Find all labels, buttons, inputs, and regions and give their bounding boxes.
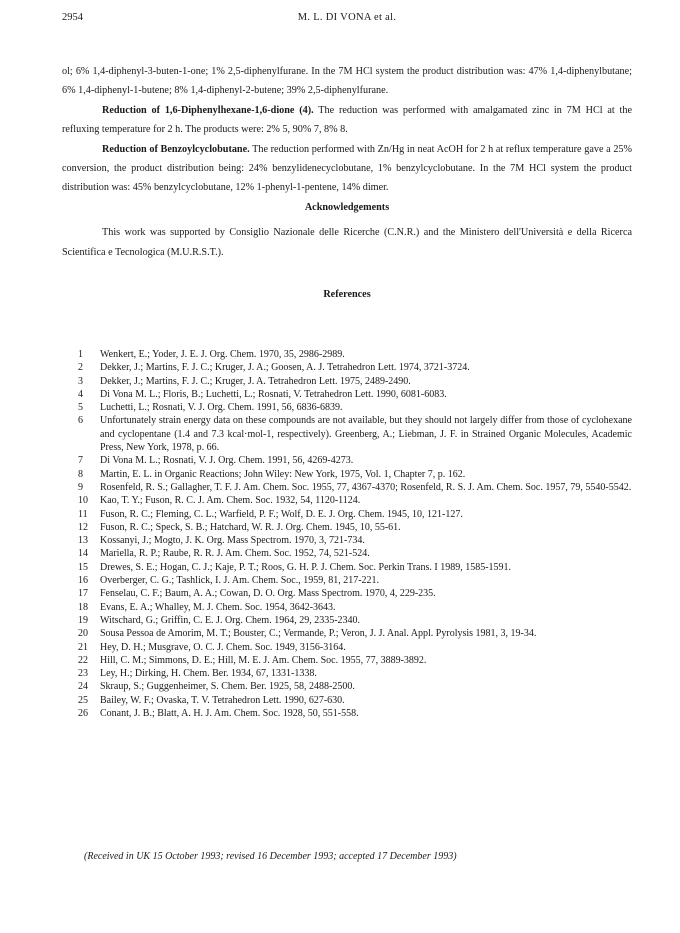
paragraph-continuation: ol; 6% 1,4-diphenyl-3-buten-1-one; 1% 2,5-diphenylfurane. In the 7M HCl system the product distribution was: 47% 1,4-diphenylbutane; 6% 1,4-diphenyl-1-butene; 8% 1,4-diphenyl-2-butene; 39% 2,5-diphenylfurane. — [62, 66, 632, 97]
reference-item — [78, 481, 632, 494]
references-heading: References — [323, 289, 371, 301]
reference-number: 3 — [78, 375, 83, 387]
reference-text: Luchetti, L.; Rosnati, V. J. Org. Chem. 1991, 56, 6836-6839. — [100, 402, 343, 414]
reference-text: Mariella, R. P.; Raube, R. R. J. Am. Chem. Soc. 1952, 74, 521-524. — [100, 548, 370, 560]
reference-text: Bailey, W. F.; Ovaska, T. V. Tetrahedron Lett. 1990, 627-630. — [100, 694, 345, 706]
reference-number: 24 — [78, 681, 88, 693]
reference-text: Dekker, J.; Martins, F. J. C.; Kruger, J. A. Tetrahedron Lett. 1975, 2489-2490. — [100, 375, 411, 387]
reference-number: 11 — [78, 508, 88, 520]
reference-item — [78, 601, 632, 614]
reference-item — [78, 534, 632, 547]
reference-number: 8 — [78, 468, 83, 480]
reference-number: 14 — [78, 548, 88, 560]
reference-item — [78, 574, 632, 587]
reference-text: Drewes, S. E.; Hogan, C. J.; Kaje, P. T.; Roos, G. H. P. J. Chem. Soc. Perkin Trans. I 1989, 1585-1591. — [100, 561, 512, 573]
reference-number: 20 — [78, 628, 88, 640]
reference-item — [78, 494, 632, 507]
reference-number: 6 — [78, 415, 83, 427]
reference-text: Witschard, G.; Griffin, C. E. J. Org. Chem. 1964, 29, 2335-2340. — [100, 614, 361, 626]
reference-number: 19 — [78, 614, 88, 626]
reference-item — [78, 614, 632, 627]
reference-number: 18 — [78, 601, 88, 613]
reference-item — [78, 401, 632, 414]
acknowledgements-heading: Acknowledgements — [304, 201, 390, 213]
reference-number: 15 — [78, 561, 88, 573]
paragraph-title: Reduction of Benzoylcyclobutane. — [102, 143, 250, 155]
reference-number: 16 — [78, 575, 88, 587]
reference-text: Evans, E. A.; Whalley, M. J. Chem. Soc. 1954, 3642-3643. — [100, 601, 336, 613]
reference-number: 4 — [78, 388, 83, 400]
body-text — [62, 62, 632, 304]
page-header — [62, 12, 632, 26]
reference-item — [78, 388, 632, 401]
reference-number: 2 — [78, 362, 83, 374]
reference-text: Hill, C. M.; Simmons, D. E.; Hill, M. E. J. Am. Chem. Soc. 1955, 77, 3889-3892. — [100, 654, 427, 666]
paragraph-text: The reduction was performed with amalgamated zinc in 7M HCl at the refluxing temperature for 2 h. The products were: 2% 5, 90% 7, 8% 8. — [62, 104, 632, 136]
reference-number: 7 — [78, 455, 83, 467]
reference-text: Rosenfeld, R. S.; Gallagher, T. F. J. Am. Chem. Soc. 1955, 77, 4367-4370; Rosenfeld, R. S. J. Am. Chem. Soc. 1957, 79, 5540-5542. — [100, 481, 632, 493]
reference-text: Fenselau, C. F.; Baum, A. A.; Cowan, D. O. Org. Mass Spectrom. 1970, 4, 229-235. — [100, 588, 436, 600]
reference-number: 21 — [78, 641, 88, 653]
reference-number: 26 — [78, 708, 88, 720]
reference-item — [78, 641, 632, 654]
reference-item — [78, 521, 632, 534]
reference-item — [78, 587, 632, 600]
reference-text: Ley, H.; Dirking, H. Chem. Ber. 1934, 67, 1331-1338. — [100, 668, 317, 680]
reference-number: 23 — [78, 668, 88, 680]
reference-number: 1 — [78, 349, 83, 360]
running-head: M. L. DI VONA et al. — [297, 12, 397, 23]
received-dates: (Received in UK 15 October 1993; revised 16 December 1993; accepted 17 December 1993) — [84, 851, 457, 862]
reference-text: Kao, T. Y.; Fuson, R. C. J. Am. Chem. Soc. 1932, 54, 1120-1124. — [100, 495, 361, 507]
paragraph-title: Reduction of 1,6-Diphenylhexane-1,6-dione (4). — [102, 104, 314, 116]
reference-text: Skraup, S.; Guggenheimer, S. Chem. Ber. 1925, 58, 2488-2500. — [100, 681, 355, 693]
reference-item — [78, 454, 632, 467]
paragraph-reduction-benzoylcyclobutane — [62, 140, 632, 198]
reference-number: 17 — [78, 588, 88, 600]
reference-item — [78, 348, 632, 361]
reference-text: Unfortunately strain energy data on these compounds are not available, but they should not largely differ from those of cyclohexane and cyclopentane (1.4 and 7.3 kcal·mol-1, respectively). Greenberg, A.; Liebman, J. F. in Strained Organic Molecules, Academic Press, New York, 1978, p. 66. — [100, 415, 632, 454]
reference-text: Wenkert, E.; Yoder, J. E. J. Org. Chem. 1970, 35, 2986-2989. — [100, 349, 345, 360]
paragraph-text: The reduction performed with Zn/Hg in neat AcOH for 2 h at reflux temperature gave a 25% conversion, the product distribution being: 24% benzylidenecyclobutane, 1% benzylcyclobutane. In the 7M HCl system the product distribution was: 45% benzylcyclobutane, 12% 1-phenyl-1-pentene, 14% dimer. — [62, 143, 632, 194]
reference-item — [78, 361, 632, 374]
reference-number: 5 — [78, 402, 83, 414]
reference-text: Overberger, C. G.; Tashlick, I. J. Am. Chem. Soc., 1959, 81, 217-221. — [100, 575, 380, 587]
reference-item — [78, 547, 632, 560]
reference-text: Fuson, R. C.; Speck, S. B.; Hatchard, W. R. J. Org. Chem. 1945, 10, 55-61. — [100, 521, 401, 533]
reference-item — [78, 680, 632, 693]
reference-text: Dekker, J.; Martins, F. J. C.; Kruger, J. A.; Goosen, A. J. Tetrahedron Lett. 1974, 3721-3724. — [100, 362, 470, 374]
reference-number: 12 — [78, 521, 88, 533]
reference-item — [78, 694, 632, 707]
reference-number: 10 — [78, 495, 88, 507]
reference-text: Di Vona M. L.; Floris, B.; Luchetti, L.; Rosnati, V. Tetrahedron Lett. 1990, 6081-6083. — [100, 388, 447, 400]
reference-text: Martin, E. L. in Organic Reactions; John Wiley: New York, 1975, Vol. 1, Chapter 7, p. 162. — [100, 468, 466, 480]
reference-item — [78, 561, 632, 574]
reference-text: Sousa Pessoa de Amorim, M. T.; Bouster, C.; Vermande, P.; Veron, J. J. Anal. Appl. Pyrolysis 1981, 3, 19-34. — [100, 628, 537, 640]
page-number: 2954 — [62, 12, 83, 23]
reference-item — [78, 707, 632, 720]
reference-number: 13 — [78, 535, 88, 547]
reference-item — [78, 508, 632, 521]
reference-item — [78, 414, 632, 454]
reference-item — [78, 468, 632, 481]
reference-item — [78, 654, 632, 667]
reference-text: Hey, D. H.; Musgrave, O. C. J. Chem. Soc. 1949, 3156-3164. — [100, 641, 346, 653]
reference-text: Fuson, R. C.; Fleming, C. L.; Warfield, P. F.; Wolf, D. E. J. Org. Chem. 1945, 10, 121-127. — [100, 508, 463, 520]
reference-item — [78, 375, 632, 388]
reference-text: Di Vona M. L.; Rosnati, V. J. Org. Chem. 1991, 56, 4269-4273. — [100, 455, 354, 467]
reference-text: Kossanyi, J.; Mogto, J. K. Org. Mass Spectrom. 1970, 3, 721-734. — [100, 535, 365, 547]
references-list — [78, 348, 632, 720]
reference-item — [78, 627, 632, 640]
reference-text: Conant, J. B.; Blatt, A. H. J. Am. Chem. Soc. 1928, 50, 551-558. — [100, 708, 359, 720]
reference-number: 9 — [78, 481, 83, 493]
acknowledgements-text: This work was supported by Consiglio Nazionale delle Ricerche (C.N.R.) and the Ministero dell'Università e della Ricerca Scientifica e Tecnologica (M.U.R.S.T.). — [62, 227, 632, 258]
reference-number: 22 — [78, 654, 88, 666]
reference-item — [78, 667, 632, 680]
paragraph-reduction-dione — [62, 101, 632, 140]
reference-number: 25 — [78, 694, 88, 706]
